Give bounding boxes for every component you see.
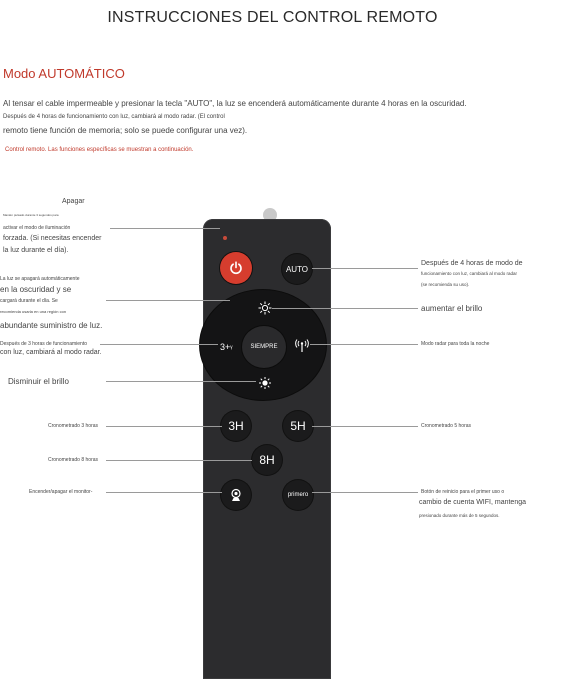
leader-line-radar (310, 344, 418, 345)
timer-8h-button[interactable]: 8H (252, 445, 282, 475)
label-apagar-line2: forzada. (Si necesitas encender (3, 235, 102, 242)
camera-icon (229, 488, 243, 502)
label-apagar: Apagar (62, 198, 85, 205)
label-despues-line2: con luz, cambiará al modo radar. (0, 349, 102, 356)
primero-button[interactable]: primero (283, 480, 313, 510)
timer-3h-button[interactable]: 3H (221, 411, 251, 441)
label-apagar-tiny: Mantén pulsado durante 3 segundos para (3, 213, 59, 217)
leader-line-monitor (106, 492, 222, 493)
label-left-line4: recomienda usarla en una región con (0, 309, 67, 314)
label-monitor: Encender/apagar el monitor- (29, 489, 93, 495)
leader-line-brightness-up-left (106, 300, 230, 301)
auto-button[interactable]: AUTO (282, 254, 312, 284)
label-apagar-line1: activar el modo de iluminación (3, 225, 71, 231)
remote-led-indicator (223, 236, 227, 240)
label-crono8: Cronometrado 8 horas (48, 457, 99, 463)
label-left-line5: abundante suministro de luz. (0, 321, 103, 330)
brightness-down-icon[interactable] (258, 376, 272, 390)
label-wifi-line3: presionado durante más de 5 segundos. (419, 513, 500, 518)
label-left-line1: La luz se apagará automáticamente (0, 276, 80, 282)
label-crono3: Cronometrado 3 horas (48, 423, 99, 429)
leader-line-auto (312, 268, 418, 269)
label-radar: Modo radar para toda la noche (421, 341, 490, 347)
section-title: Modo AUTOMÁTICO (3, 66, 125, 81)
label-auto-line3: (se recomienda su uso). (421, 282, 470, 287)
leader-line-3plus (100, 344, 218, 345)
leader-line-8h (106, 460, 252, 461)
label-wifi-line2: cambio de cuenta WIFI, mantenga (419, 499, 526, 506)
label-left-line2: en la oscuridad y se (0, 285, 72, 294)
monitor-button[interactable] (221, 480, 251, 510)
label-auto-line2: funcionamiento con luz, cambiará al modo radar (421, 271, 518, 276)
paragraph-memory-note: remoto tiene función de memoria; solo se puede configurar una vez). (3, 126, 248, 135)
label-crono5: Cronometrado 5 horas (421, 423, 472, 429)
leader-line-primero (312, 492, 418, 493)
paragraph-functions-note: Control remoto. Las funciones específicas se muestran a continuación. (5, 147, 194, 153)
label-apagar-line3: la luz durante el día). (3, 247, 69, 254)
label-aumentar-brillo: aumentar el brillo (421, 304, 483, 313)
leader-line-5h (312, 426, 418, 427)
label-disminuir-brillo: Disminuir el brillo (8, 377, 69, 386)
leader-line-brightness-down (106, 381, 256, 382)
radar-small-icon: ᵞ (230, 345, 233, 352)
mode-3plus-button[interactable] (220, 342, 233, 352)
label-wifi-line1: Botón de reinicio para el primer uso o (421, 489, 505, 495)
timer-5h-button[interactable]: 5H (283, 411, 313, 441)
label-auto-line1: Después de 4 horas de modo de (421, 260, 523, 267)
label-left-line3: cargará durante el día. Se (0, 298, 58, 304)
page-title: INSTRUCCIONES DEL CONTROL REMOTO (107, 9, 438, 26)
paragraph-auto-description: Al tensar el cable impermeable y presionar la tecla "AUTO", la luz se encenderá automáticamente durante 4 horas en la oscuridad. (3, 99, 467, 108)
power-button[interactable] (220, 252, 252, 284)
siempre-button[interactable]: SIEMPRE (242, 326, 286, 368)
radar-icon[interactable] (294, 339, 310, 353)
mode-3plus-label: 3+ (220, 342, 231, 352)
leader-line-brightness-up (272, 308, 418, 309)
leader-line-power (110, 228, 220, 229)
leader-line-3h (106, 426, 222, 427)
label-despues-line1: Después de 3 horas de funcionamiento (0, 341, 88, 347)
paragraph-radar-note: Después de 4 horas de funcionamiento con luz, cambiará al modo radar. (El control (3, 114, 225, 120)
brightness-up-icon[interactable] (258, 301, 272, 315)
power-icon (229, 261, 243, 275)
